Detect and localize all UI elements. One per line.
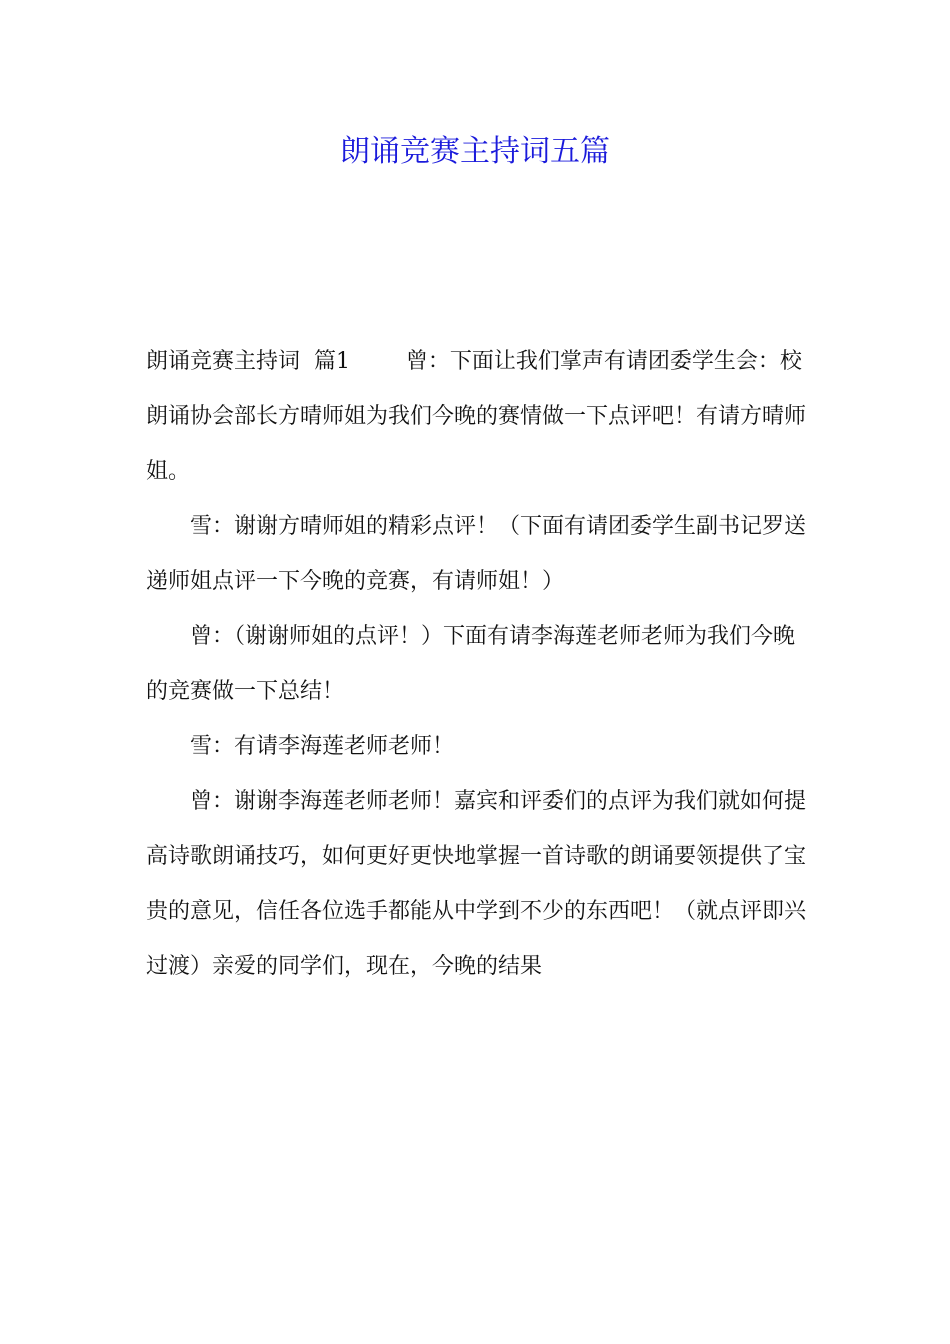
paragraph-1: 朗诵竞赛主持词 篇1 曾：下面让我们掌声有请团委学生会：校朗诵协会部长方晴师姐为我们今晚的赛情做一下点评吧！有请方晴师姐。 bbox=[146, 349, 807, 484]
paragraph-4: 雪：有请李海莲老师老师！ bbox=[190, 734, 455, 759]
paragraph-3: 曾：（谢谢师姐的点评！）下面有请李海莲老师老师为我们今晚的竞赛做一下总结！ bbox=[146, 624, 796, 704]
document-body bbox=[146, 334, 810, 994]
paragraph-2: 雪：谢谢方晴师姐的精彩点评！（下面有请团委学生副书记罗送递师姐点评一下今晚的竞赛，有请师姐！） bbox=[146, 514, 807, 594]
document-title: 朗诵竞赛主持词五篇 bbox=[340, 134, 610, 169]
paragraph-5: 曾：谢谢李海莲老师老师！嘉宾和评委们的点评为我们就如何提高诗歌朗诵技巧，如何更好更快地掌握一首诗歌的朗诵要领提供了宝贵的意见，信任各位选手都能从中学到不少的东西吧！（就点评即兴过渡）亲爱的同学们，现在，今晚的结果 bbox=[146, 789, 807, 979]
